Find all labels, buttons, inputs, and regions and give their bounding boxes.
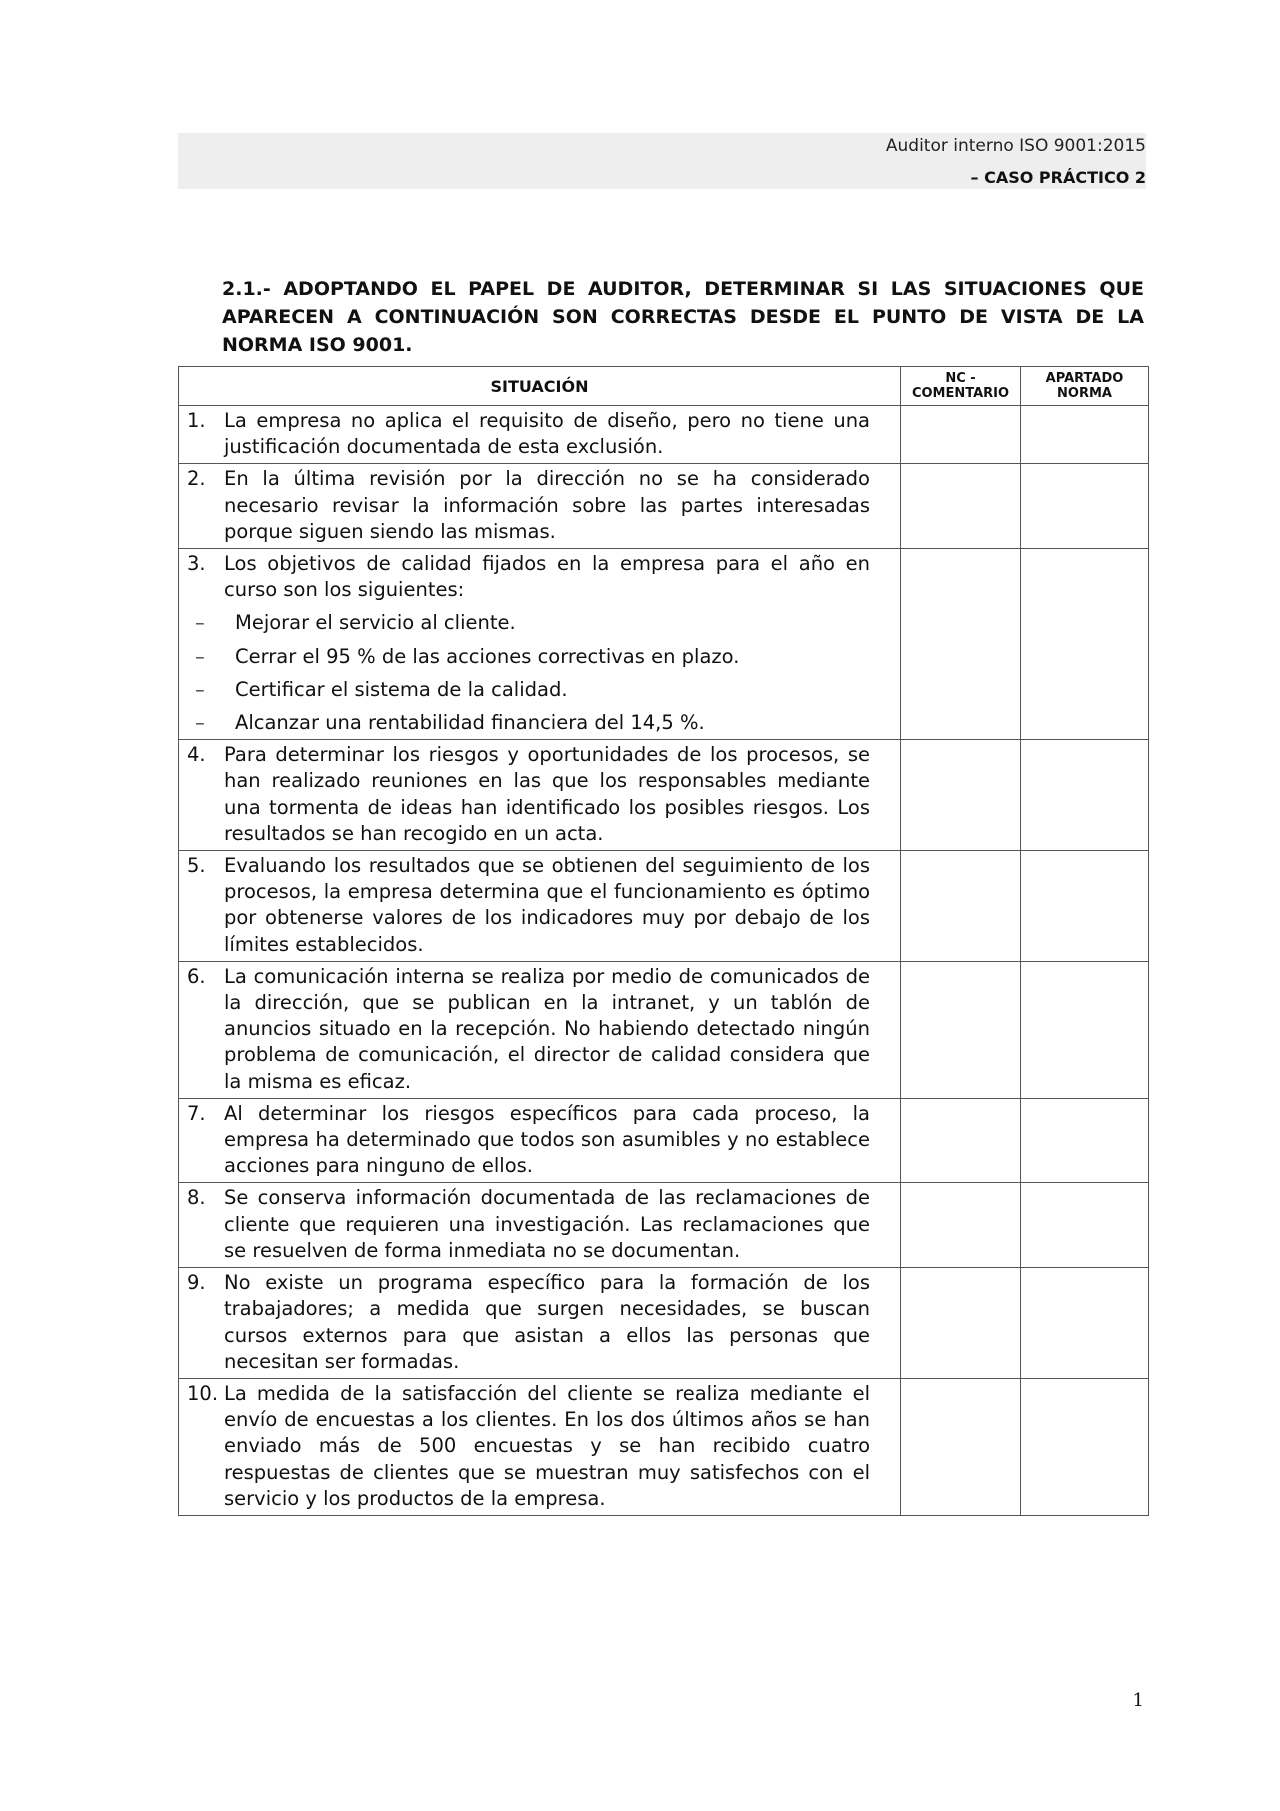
situation-cell — [179, 464, 901, 549]
situation-cell — [179, 1098, 901, 1183]
table-row — [179, 851, 1149, 962]
situation-number: 7. — [187, 1101, 206, 1125]
column-header-apartado-norma: APARTADO NORMA — [1021, 367, 1149, 406]
dash-bullet-icon: – — [195, 611, 205, 635]
nc-comentario-cell[interactable] — [901, 464, 1021, 549]
situation-text: Al determinar los riesgos específicos para cada proceso, la empresa ha determinado que todos son asumibles y no establece acciones para ninguno de ellos. — [224, 1101, 870, 1178]
apartado-norma-cell[interactable] — [1021, 549, 1149, 740]
table-row — [179, 464, 1149, 549]
situation-text: No existe un programa específico para la formación de los trabajadores; a medida que surgen necesidades, se buscan cursos externos para que asistan a ellos las personas que necesitan ser formadas. — [224, 1271, 870, 1373]
nc-comentario-cell[interactable] — [901, 549, 1021, 740]
situation-text: La medida de la satisfacción del cliente se realiza mediante el envío de encuestas a los clientes. En los dos últimos años se han enviado más de 500 encuestas y se han recibido cuatro respuestas de clientes que se muestran muy satisfechos con el servicio y los productos de la empresa. — [224, 1381, 870, 1510]
situation-item — [187, 1185, 870, 1264]
table-row — [179, 406, 1149, 464]
table-row — [179, 1378, 1149, 1515]
apartado-norma-cell[interactable] — [1021, 1098, 1149, 1183]
apartado-norma-cell[interactable] — [1021, 464, 1149, 549]
situation-cell — [179, 1268, 901, 1379]
situation-cell — [179, 740, 901, 851]
situation-item — [187, 408, 870, 460]
situation-cell — [179, 406, 901, 464]
table-row — [179, 549, 1149, 740]
dash-bullet-icon: – — [195, 644, 205, 668]
situation-cell — [179, 1183, 901, 1268]
header-course-title: Auditor interno ISO 9001:2015 — [885, 136, 1146, 156]
nc-comentario-cell[interactable] — [901, 1183, 1021, 1268]
situation-item — [187, 466, 870, 545]
table-header-row — [179, 367, 1149, 406]
table-row — [179, 1098, 1149, 1183]
objective-text: Certificar el sistema de la calidad. — [235, 677, 568, 701]
situations-table — [178, 366, 1149, 1516]
situation-cell — [179, 851, 901, 962]
column-header-situacion: SITUACIÓN — [179, 367, 901, 406]
situation-cell — [179, 961, 901, 1098]
situation-item — [187, 1270, 870, 1375]
table-body — [179, 406, 1149, 1516]
objective-text: Cerrar el 95 % de las acciones correctivas en plazo. — [235, 644, 740, 668]
objective-text: Alcanzar una rentabilidad financiera del 14,5 %. — [235, 711, 705, 735]
section-title: 2.1.- ADOPTANDO EL PAPEL DE AUDITOR, DETERMINAR SI LAS SITUACIONES QUE APARECEN A CONTINUACIÓN SON CORRECTAS DESDE EL PUNTO DE VISTA DE LA NORMA ISO 9001. — [222, 278, 1144, 356]
situation-number: 4. — [187, 743, 206, 767]
page-number: 1 — [1132, 1690, 1144, 1711]
nc-comentario-cell[interactable] — [901, 961, 1021, 1098]
apartado-norma-cell[interactable] — [1021, 740, 1149, 851]
nc-comentario-cell[interactable] — [901, 1098, 1021, 1183]
objective-list-item — [187, 610, 870, 636]
table-row — [179, 1183, 1149, 1268]
apartado-norma-cell[interactable] — [1021, 851, 1149, 962]
column-header-nc-comentario: NC - COMENTARIO — [901, 367, 1021, 406]
situation-text: En la última revisión por la dirección no se ha considerado necesario revisar la información sobre las partes interesadas porque siguen siendo las mismas. — [224, 467, 870, 543]
situation-number: 2. — [187, 467, 206, 491]
situation-text: La comunicación interna se realiza por medio de comunicados de la dirección, que se publican en la intranet, y un tablón de anuncios situado en la recepción. No habiendo detectado ningún problema de comunicación, el director de calidad considera que la misma es eficaz. — [224, 964, 870, 1093]
situation-text: La empresa no aplica el requisito de diseño, pero no tiene una justificación documentada de esta exclusión. — [224, 409, 870, 459]
apartado-norma-cell[interactable] — [1021, 961, 1149, 1098]
table-row — [179, 961, 1149, 1098]
nc-comentario-cell[interactable] — [901, 406, 1021, 464]
table-row — [179, 1268, 1149, 1379]
nc-comentario-cell[interactable] — [901, 1378, 1021, 1515]
situation-cell — [179, 1378, 901, 1515]
situation-number: 5. — [187, 854, 206, 878]
situation-number: 10. — [187, 1381, 219, 1405]
situation-number: 9. — [187, 1271, 206, 1295]
situation-item — [187, 853, 870, 958]
apartado-norma-cell[interactable] — [1021, 406, 1149, 464]
situation-text: Los objetivos de calidad fijados en la empresa para el año en curso son los siguientes: — [224, 552, 870, 602]
dash-bullet-icon: – — [195, 677, 205, 701]
situation-number: 1. — [187, 409, 206, 432]
situation-item — [187, 742, 870, 847]
situation-item — [187, 551, 870, 603]
header-case-title: – CASO PRÁCTICO 2 — [970, 168, 1146, 187]
apartado-norma-cell[interactable] — [1021, 1378, 1149, 1515]
objective-list-item — [187, 677, 870, 703]
situation-item — [187, 964, 870, 1095]
nc-comentario-cell[interactable] — [901, 1268, 1021, 1379]
situation-cell — [179, 549, 901, 740]
situation-item — [187, 1381, 870, 1512]
situation-number: 3. — [187, 552, 206, 576]
situation-number: 8. — [187, 1186, 206, 1210]
situation-text: Evaluando los resultados que se obtienen del seguimiento de los procesos, la empresa determina que el funcionamiento es óptimo por obtenerse valores de los indicadores muy por debajo de los límites establecidos. — [224, 854, 870, 956]
apartado-norma-cell[interactable] — [1021, 1183, 1149, 1268]
situation-item — [187, 1101, 870, 1180]
situation-text: Para determinar los riesgos y oportunidades de los procesos, se han realizado reuniones en las que los responsables mediante una tormenta de ideas han identificado los posibles riesgos. Los resultados se han recogido en un acta. — [224, 743, 870, 845]
objective-text: Mejorar el servicio al cliente. — [235, 611, 516, 635]
objective-list-item — [187, 710, 870, 736]
situation-text: Se conserva información documentada de las reclamaciones de cliente que requieren una investigación. Las reclamaciones que se resuelven de forma inmediata no se documentan. — [224, 1186, 870, 1262]
situation-number: 6. — [187, 964, 206, 988]
dash-bullet-icon: – — [195, 711, 205, 735]
nc-comentario-cell[interactable] — [901, 851, 1021, 962]
apartado-norma-cell[interactable] — [1021, 1268, 1149, 1379]
table-row — [179, 740, 1149, 851]
nc-comentario-cell[interactable] — [901, 740, 1021, 851]
objective-list-item — [187, 644, 870, 670]
